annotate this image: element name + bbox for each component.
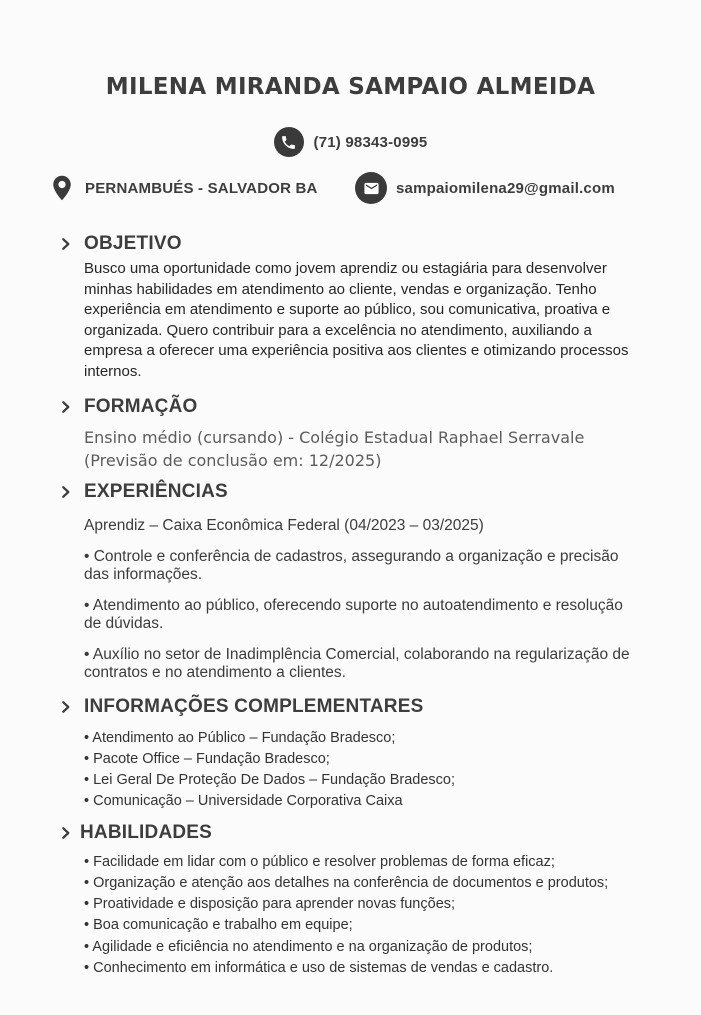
skill-item: • Organização e atenção aos detalhes na conferência de documentos e produtos; xyxy=(84,874,609,891)
experience-bullet: • Auxílio no setor de Inadimplência Comercial, colaborando na regularização de contratos e no atendimento a clientes. xyxy=(84,645,630,682)
skill-item: • Boa comunicação e trabalho em equipe; xyxy=(84,917,353,934)
skill-item: • Conhecimento em informática e uso de sistemas de vendas e cadastro. xyxy=(84,960,554,977)
location-contact xyxy=(48,170,355,206)
phone-icon xyxy=(274,127,304,157)
section-formacao xyxy=(0,396,701,472)
chevron-right-icon xyxy=(58,825,73,841)
phone-number: (71) 98343-0995 xyxy=(313,133,428,151)
formacao-text xyxy=(84,426,645,472)
section-experiencias xyxy=(0,481,701,683)
contact-row xyxy=(0,170,701,206)
skill-item: • Proatividade e disposição para aprender novas funções; xyxy=(84,896,456,913)
formacao-line2: (Previsão de conclusão em: 12/2025) xyxy=(84,450,382,470)
experience-role: Aprendiz – Caixa Econômica Federal (04/2023 – 03/2025) xyxy=(84,516,484,534)
experience-bullet-list xyxy=(84,548,632,683)
chevron-right-icon xyxy=(58,484,73,500)
location-pin-icon xyxy=(48,170,76,206)
skill-item: • Facilidade em lidar com o público e resolver problemas de forma eficaz; xyxy=(84,853,555,870)
experience-bullet: • Atendimento ao público, oferecendo suporte no autoatendimento e resolução de dúvidas. xyxy=(84,596,623,633)
complementary-info-list xyxy=(84,728,645,812)
complementary-info-item: • Atendimento ao Público – Fundação Bradesco; xyxy=(84,729,396,746)
complementary-info-item: • Pacote Office – Fundação Bradesco; xyxy=(84,750,330,767)
chevron-right-icon xyxy=(58,399,73,415)
section-title: INFORMAÇÕES COMPLEMENTARES xyxy=(84,695,424,717)
section-title: EXPERIÊNCIAS xyxy=(84,480,228,502)
chevron-right-icon xyxy=(58,236,73,252)
formacao-line1: Ensino médio (cursando) - Colégio Estadual Raphael Serravale xyxy=(84,427,585,447)
complementary-info-item: • Lei Geral De Proteção De Dados – Fundação Bradesco; xyxy=(84,771,456,788)
section-experiencias-header xyxy=(58,481,645,503)
experience-bullet: • Controle e conferência de cadastros, assegurando a organização e precisão das informações. xyxy=(84,547,619,584)
chevron-right-icon xyxy=(58,699,73,715)
email-icon xyxy=(355,172,387,204)
email-contact xyxy=(355,172,615,204)
section-formacao-header xyxy=(58,396,645,418)
section-title: OBJETIVO xyxy=(84,233,182,254)
section-informacoes-complementares xyxy=(0,696,701,812)
page-title: MILENA MIRANDA SAMPAIO ALMEIDA xyxy=(105,74,596,100)
section-objetivo xyxy=(0,233,701,383)
skill-item: • Agilidade e eficiência no atendimento e na organização de produtos; xyxy=(84,938,533,955)
location-text: PERNAMBUÉS - SALVADOR BA xyxy=(85,179,318,197)
email-text: sampaiomilena29@gmail.com xyxy=(396,179,615,197)
section-objetivo-header xyxy=(58,233,645,255)
skills-list xyxy=(84,852,645,980)
phone-contact xyxy=(0,127,701,157)
section-habilidades-header xyxy=(58,822,645,844)
section-habilidades xyxy=(0,822,701,980)
objetivo-text: Busco uma oportunidade como jovem aprendiz ou estagiária para desenvolver minhas habilidades em atendimento ao cliente, vendas e organização. Tenho experiência em atendimento e suporte ao público, sou comunicativa, proativa e organizada. Quero contribuir para a excelência no atendimento, auxiliando a empresa a oferecer uma experiência positiva aos clientes e otimizando processos internos. xyxy=(84,260,629,380)
section-title: HABILIDADES xyxy=(80,821,213,843)
section-title: FORMAÇÃO xyxy=(84,395,198,417)
section-informacoes-header xyxy=(58,696,645,718)
complementary-info-item: • Comunicação – Universidade Corporativa Caixa xyxy=(84,792,403,809)
